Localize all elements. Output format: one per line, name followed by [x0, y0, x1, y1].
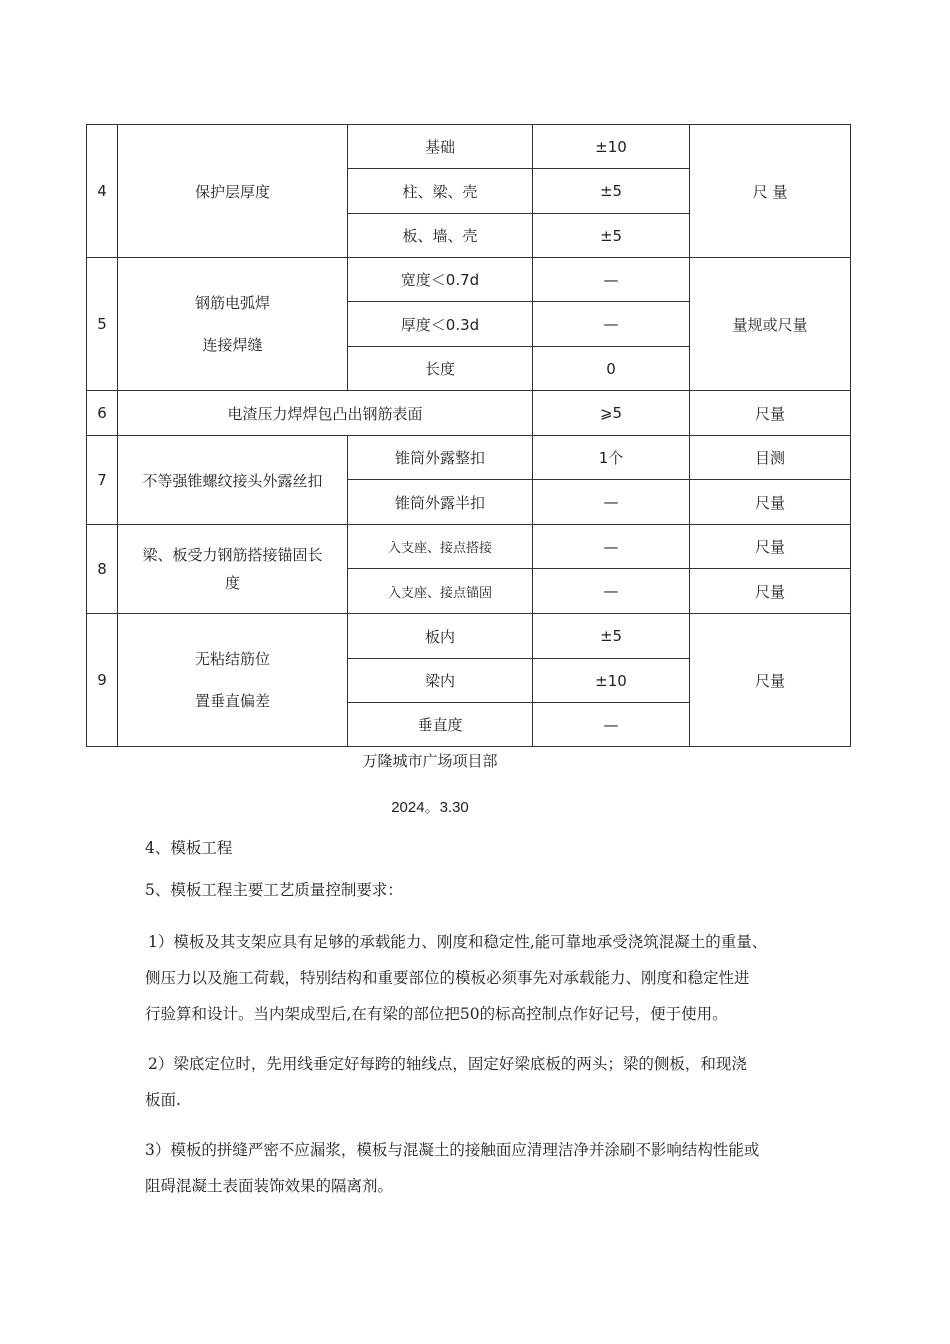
sub-item: 板、墙、壳: [348, 214, 533, 258]
tolerance-value: —: [533, 703, 690, 747]
item-name: 不等强锥螺纹接头外露丝扣: [118, 436, 348, 525]
paragraph-line: 2）梁底定位时，先用线垂定好每跨的轴线点，固定好梁底板的两头；梁的侧板，和现浇: [148, 1055, 747, 1073]
sub-item: 基础: [348, 125, 533, 169]
sub-item: 梁内: [348, 659, 533, 703]
row-number: 7: [87, 436, 118, 525]
paragraph-line: 侧压力以及施工荷载，特别结构和重要部位的模板必须事先对承载能力、刚度和稳定性进: [145, 969, 750, 987]
tolerance-value: ⩾5: [533, 391, 690, 436]
tolerance-value: —: [533, 525, 690, 569]
tolerance-value: 0: [533, 347, 690, 391]
paragraph-line: 板面.: [145, 1091, 181, 1109]
item-name-line: 梁、板受力钢筋搭接锚固长: [142, 546, 323, 564]
tolerance-value: —: [533, 302, 690, 347]
table-row: [87, 125, 851, 169]
section-heading: 5、模板工程主要工艺质量控制要求：: [145, 881, 403, 899]
table-row: [87, 258, 851, 302]
paragraph-line: 1）模板及其支架应具有足够的承载能力、刚度和稳定性,能可靠地承受浇筑混凝土的重量、: [148, 933, 768, 951]
item-name-line: 钢筋电弧焊: [194, 294, 270, 312]
check-method: 尺量: [690, 480, 851, 525]
sub-item: 板内: [348, 614, 533, 659]
check-method: 尺 量: [690, 125, 851, 258]
table-row: [87, 614, 851, 659]
item-name-line: 连接焊缝: [202, 336, 263, 354]
sub-item: 垂直度: [348, 703, 533, 747]
sub-item: 入支座、接点锚固: [348, 569, 533, 614]
tolerance-value: —: [533, 480, 690, 525]
sub-item: 入支座、接点搭接: [348, 525, 533, 569]
organization-name: 万隆城市广场项目部: [362, 752, 498, 770]
tolerance-value: ±10: [533, 125, 690, 169]
item-name: 保护层厚度: [118, 125, 348, 258]
check-method: 尺量: [690, 569, 851, 614]
section-heading: 4、模板工程: [145, 839, 233, 857]
item-name: 电渣压力焊焊包凸出钢筋表面: [118, 391, 533, 436]
item-name-line: 度: [224, 574, 240, 592]
row-number: 8: [87, 525, 118, 614]
row-number: 4: [87, 125, 118, 258]
sub-item: 厚度＜0.3d: [348, 302, 533, 347]
paragraph-line: 行验算和设计。当内架成型后,在有梁的部位把50的标高控制点作好记号，便于使用。: [145, 1005, 728, 1023]
table-row: [87, 391, 851, 436]
table-row: [87, 436, 851, 480]
check-method: 量规或尺量: [690, 258, 851, 391]
row-number: 6: [87, 391, 118, 436]
sub-item: 锥筒外露半扣: [348, 480, 533, 525]
document-date: 2024。3.30: [391, 799, 469, 816]
tolerance-value: —: [533, 258, 690, 302]
sub-item: 锥筒外露整扣: [348, 436, 533, 480]
tolerance-value: ±5: [533, 614, 690, 659]
item-name: [118, 614, 348, 747]
sub-item: 长度: [348, 347, 533, 391]
check-method: 目测: [690, 436, 851, 480]
tolerance-value: 1个: [533, 436, 690, 480]
tolerance-value: ±5: [533, 214, 690, 258]
tolerance-value: —: [533, 569, 690, 614]
table-row: [87, 525, 851, 569]
sub-item: 宽度＜0.7d: [348, 258, 533, 302]
check-method: 尺量: [690, 391, 851, 436]
quality-table: [86, 124, 851, 747]
paragraph-line: 阻碍混凝土表面装饰效果的隔离剂。: [145, 1177, 394, 1195]
check-method: 尺量: [690, 614, 851, 747]
tolerance-value: ±10: [533, 659, 690, 703]
row-number: 9: [87, 614, 118, 747]
item-name: [118, 258, 348, 391]
paragraph-line: 3）模板的拼缝严密不应漏浆，模板与混凝土的接触面应清理洁净并涂刷不影响结构性能或: [145, 1141, 760, 1159]
check-method: 尺量: [690, 525, 851, 569]
item-name-line: 无粘结筋位: [194, 650, 270, 668]
item-name: [118, 525, 348, 614]
tolerance-value: ±5: [533, 169, 690, 214]
row-number: 5: [87, 258, 118, 391]
sub-item: 柱、梁、壳: [348, 169, 533, 214]
item-name-line: 置垂直偏差: [194, 692, 270, 710]
